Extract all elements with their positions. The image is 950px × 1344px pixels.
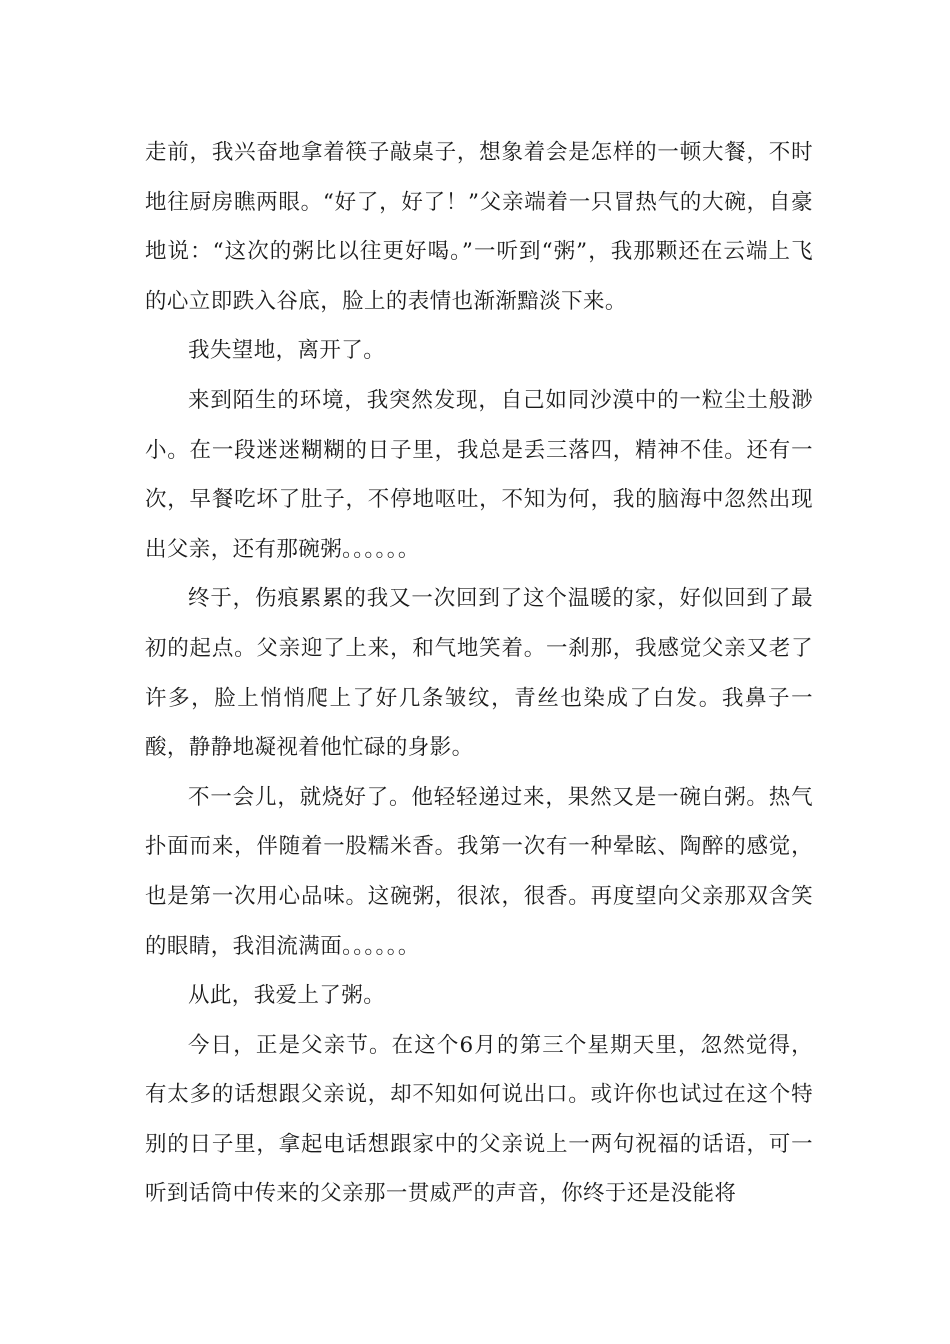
paragraph-7: 今日，正是父亲节。在这个6月的第三个星期天里，忽然觉得，有太多的话想跟父亲说，却不知如何说出口。或许你也试过在这个特别的日子里，拿起电话想跟家中的父亲说上一两句祝福的话语，可一听到话筒中传来的父亲那一贯威严的声音，你终于还是没能将 [145, 1032, 813, 1207]
paragraph-1: 走前，我兴奋地拿着筷子敲桌子，想象着会是怎样的一顿大餐，不时地往厨房瞧两眼。“好了，好了！”父亲端着一只冒热气的大碗，自豪地说：“这次的粥比以往更好喝。”一听到“粥”，我那颗还在云端上飞的心立即跌入谷底，脸上的表情也渐渐黯淡下来。 [145, 140, 813, 314]
paragraph-4: 终于，伤痕累累的我又一次回到了这个温暖的家，好似回到了最初的起点。父亲迎了上来，和气地笑着。一刹那，我感觉父亲又老了许多，脸上悄悄爬上了好几条皱纹，青丝也染成了白发。我鼻子一酸，静静地凝视着他忙碌的身影。 [145, 586, 813, 761]
paragraph-5: 不一会儿，就烧好了。他轻轻递过来，果然又是一碗白粥。热气扑面而来，伴随着一股糯米香。我第一次有一种晕眩、陶醉的感觉，也是第一次用心品味。这碗粥，很浓，很香。再度望向父亲那双含笑的眼睛，我泪流满面。。。。。。 [145, 784, 813, 959]
paragraph-3: 来到陌生的环境，我突然发现，自己如同沙漠中的一粒尘土般渺小。在一段迷迷糊糊的日子里，我总是丢三落四，精神不佳。还有一次，早餐吃坏了肚子，不停地呕吐，不知为何，我的脑海中忽然出现出父亲，还有那碗粥。。。。。。 [145, 387, 813, 562]
paragraph-6: 从此，我爱上了粥。 [188, 983, 386, 1009]
paragraph-2: 我失望地，离开了。 [188, 338, 386, 364]
body-text [145, 128, 813, 1219]
